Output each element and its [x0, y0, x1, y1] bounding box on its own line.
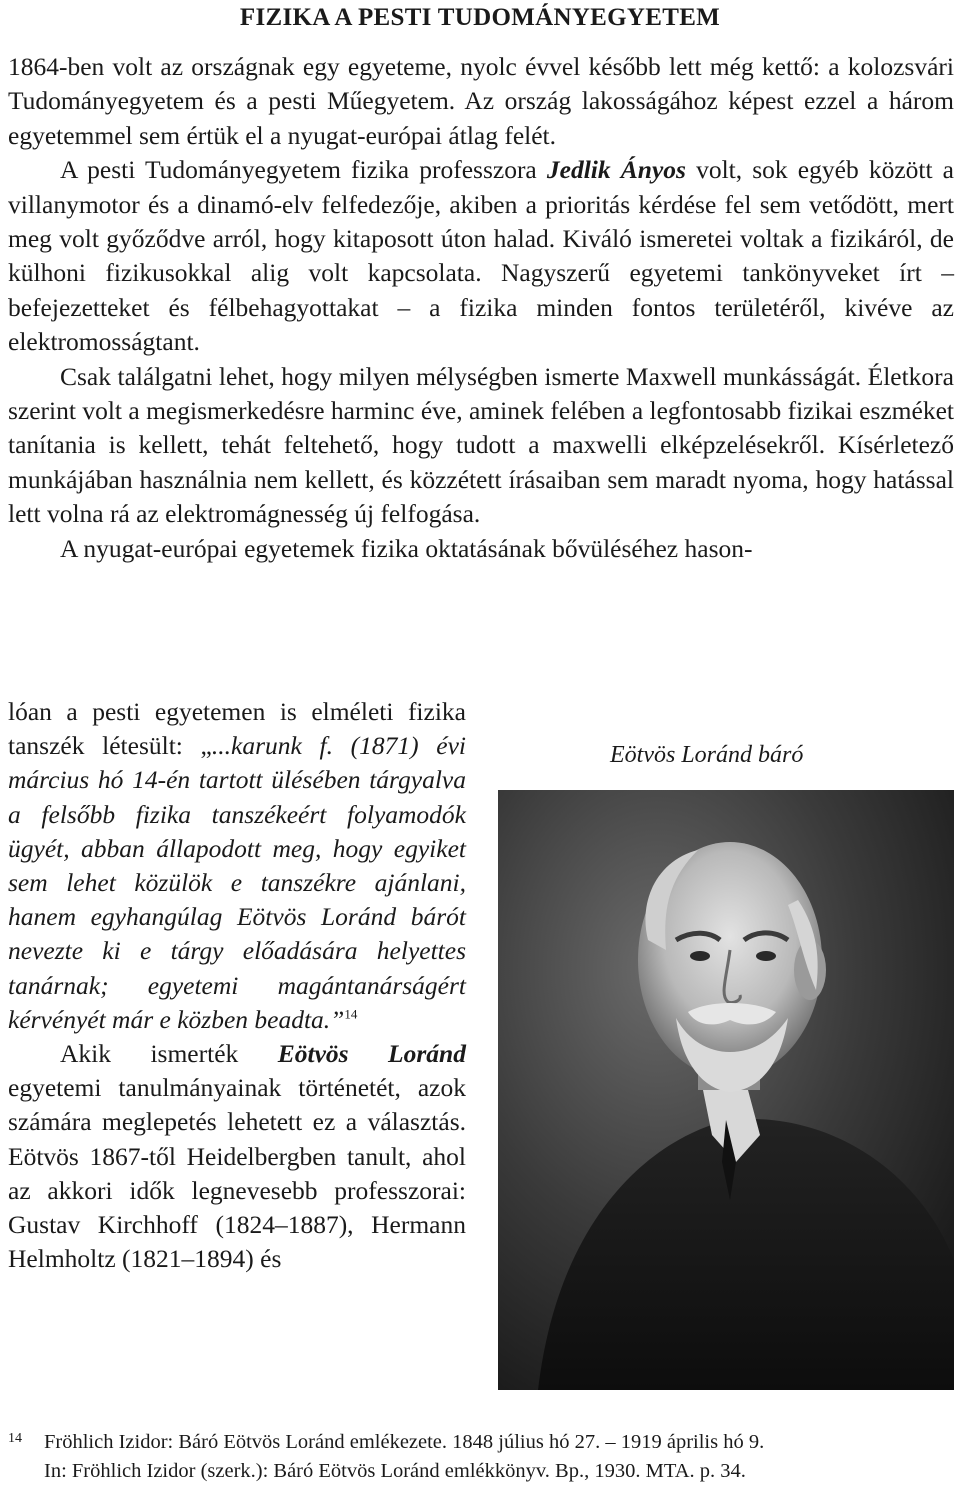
paragraph-3: Csak találgatni lehet, hogy milyen mélységben ismerte Maxwell munkásságát. Életkora szerint volt a megismerkedésre harminc éve, aminek felében a legfontosabb fizikai eszméket tanítania is kellett, tehát feltehető, hogy tudott a maxwelli elképzelésekről. Kísérletező munkájában használnia nem kellett, és közzétett írásaiban sem maradt nyoma, hogy hatással lett volna rá az elektromágnesség új felfogása.: [8, 361, 954, 529]
left-column-paragraph-2: [8, 1037, 466, 1276]
footnote: [8, 1428, 954, 1486]
paragraph-4-first-line: A nyugat-európai egyetemek fizika oktatásának bővüléséhez hason-: [60, 533, 753, 563]
main-text: [8, 50, 954, 566]
quoted-decision: ...karunk f. (1871) évi március hó 14-én tartott ülésében tárgyalva a felsőbb fizika tanszékeért folyamodók ügyét, abban állapodott meg, hogy egyiket sem lehet közülök e tanszékre ajánlani, hanem egyhangúlag Eötvös Loránd bárót nevezte ki e tárgy előadására helyettes tanárnak; egyetemi magántanárságért kérvényét már e közben beadta.”: [8, 731, 466, 1034]
left-column-p2-after: egyetemi tanulmányainak történetét, azok számára meglepetés lehetett ez a választás. Eötvös 1867-től Heidelbergben tanult, ahol az akkori idők legnevesebb professzorai: Gustav Kirchhoff (1824–1887), Hermann Helmholtz (1821–1894) és: [8, 1073, 466, 1274]
paragraph-2-after: volt, sok egyéb között a villanymotor és a dinamó-elv felfedezője, akiben a prioritás kérdése fel sem vetődött, mert meg volt győződve arról, hogy kitaposott úton halad. Kiváló ismeretei voltak a fizikáról, de külhoni fizikusokkal alig volt kapcsolata. Nagyszerű egyetemi tankönyveket írt – befejezetteket és félbehagyottakat – a fizika minden fontos területéről, kivéve az elektromosságtant.: [8, 155, 955, 357]
page-title: FIZIKA A PESTI TUDOMÁNYEGYETEM: [239, 4, 721, 31]
portrait-photo: [498, 790, 954, 1390]
paragraph-2-before: A pesti Tudományegyetem fizika professzora: [60, 155, 547, 185]
person-name-jedlik: Jedlik Ányos: [546, 155, 686, 185]
footnote-number: 14: [8, 1431, 22, 1446]
portrait-illustration: [498, 790, 954, 1390]
footnote-reference: 14: [344, 1006, 358, 1022]
left-column-p2-before: Akik ismerték: [60, 1039, 278, 1069]
person-name-eotvos: Eötvös Loránd: [277, 1039, 466, 1069]
left-column-plain: lóan a pesti egyetemen is elméleti fizika tanszék létesült: „: [8, 697, 466, 761]
paragraph-2: [8, 153, 954, 359]
left-column-paragraph-1: [8, 695, 466, 1037]
paragraph-1: 1864-ben volt az országnak egy egyeteme, nyolc évvel később lett még kettő: a kolozsvári Tudományegyetem és a pesti Műegyetem. Az ország lakosságához képest ezzel a három egyetemmel sem értük el a nyugat-európai átlag felét.: [8, 52, 954, 150]
left-column-text: [8, 695, 466, 1276]
footnote-line-2: In: Fröhlich Izidor (szerk.): Báró Eötvös Loránd emlékkönyv. Bp., 1930. MTA. p. 34.: [44, 1460, 746, 1482]
footnote-line-1: Fröhlich Izidor: Báró Eötvös Loránd emlékezete. 1848 július hó 27. – 1919 április hó 9.: [44, 1431, 765, 1453]
photo-caption: Eötvös Loránd báró: [610, 742, 804, 768]
